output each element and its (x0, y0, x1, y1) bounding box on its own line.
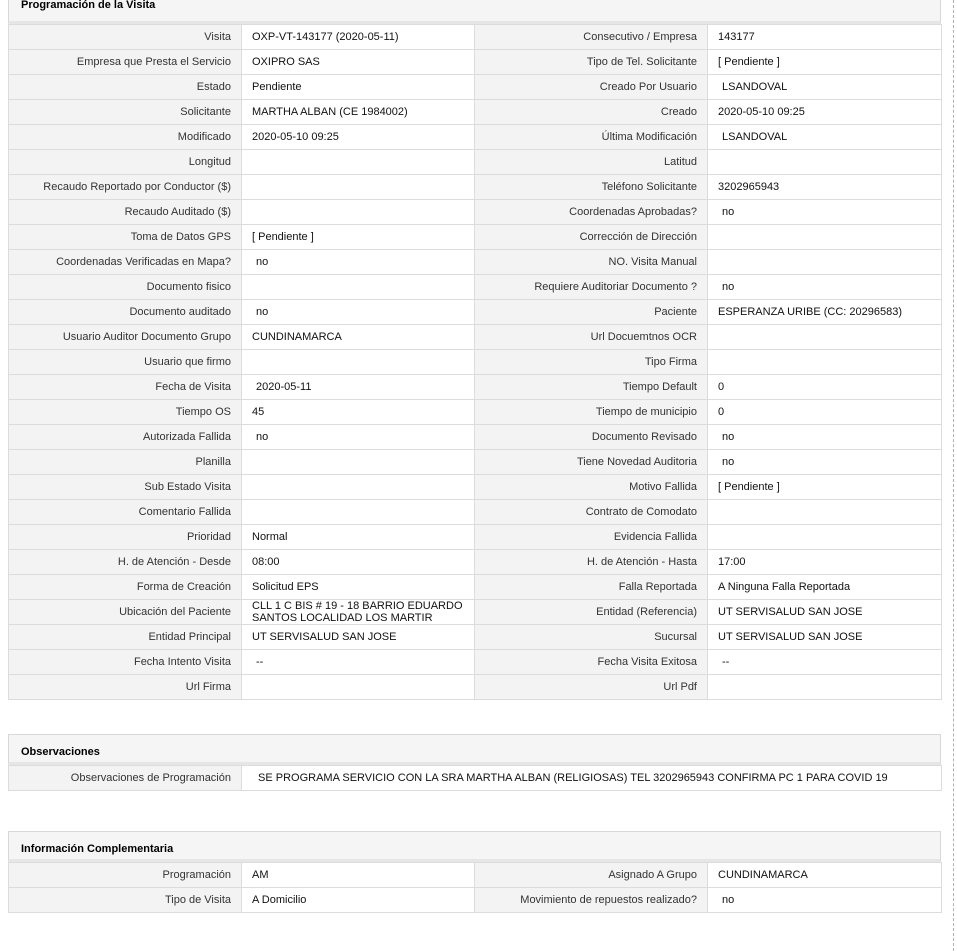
page-right-border (953, 0, 954, 951)
tiempo-default-label: Tiempo Default (475, 375, 708, 400)
latitud-label: Latitud (475, 150, 708, 175)
estado-label: Estado (9, 75, 242, 100)
creado-label: Creado (475, 100, 708, 125)
table-row (9, 575, 942, 600)
consecutivo-empresa-value: 143177 (708, 25, 942, 50)
h-de-atencion-hasta-value: 17:00 (708, 550, 942, 575)
table-row (9, 25, 942, 50)
url-firma-label: Url Firma (9, 675, 242, 700)
table-row (9, 450, 942, 475)
ubicacion-del-paciente-label: Ubicación del Paciente (9, 600, 242, 625)
table-row (9, 766, 942, 791)
telefono-solicitante-value: 3202965943 (708, 175, 942, 200)
table-row (9, 175, 942, 200)
table-row (9, 125, 942, 150)
no-visita-manual-value (708, 250, 942, 275)
autorizada-fallida-label: Autorizada Fallida (9, 425, 242, 450)
visita-label: Visita (9, 25, 242, 50)
table-row (9, 863, 942, 888)
observaciones-section (8, 734, 941, 791)
ultima-modificacion-value: LSANDOVAL (708, 125, 942, 150)
recaudo-auditado-label: Recaudo Auditado ($) (9, 200, 242, 225)
observaciones-table (8, 765, 942, 791)
table-row (9, 200, 942, 225)
tiempo-os-label: Tiempo OS (9, 400, 242, 425)
programacion-table (8, 24, 942, 700)
prioridad-value: Normal (242, 525, 475, 550)
table-row (9, 350, 942, 375)
movimiento-de-repuestos-realizado-value: no (708, 888, 942, 913)
table-row (9, 675, 942, 700)
url-pdf-value (708, 675, 942, 700)
coordenadas-aprobadas-value: no (708, 200, 942, 225)
recaudo-reportado-por-conductor-label: Recaudo Reportado por Conductor ($) (9, 175, 242, 200)
evidencia-fallida-label: Evidencia Fallida (475, 525, 708, 550)
table-row (9, 250, 942, 275)
correccion-de-direccion-value (708, 225, 942, 250)
tipo-de-visita-value: A Domicilio (242, 888, 475, 913)
tipo-de-visita-label: Tipo de Visita (9, 888, 242, 913)
entidad-referencia-value: UT SERVISALUD SAN JOSE (708, 600, 942, 625)
tipo-de-tel-solicitante-value: [ Pendiente ] (708, 50, 942, 75)
table-row (9, 525, 942, 550)
documento-auditado-value: no (242, 300, 475, 325)
tiene-novedad-auditoria-value: no (708, 450, 942, 475)
url-firma-value (242, 675, 475, 700)
ultima-modificacion-label: Última Modificación (475, 125, 708, 150)
empresa-que-presta-el-servicio-label: Empresa que Presta el Servicio (9, 50, 242, 75)
table-row (9, 225, 942, 250)
modificado-value: 2020-05-10 09:25 (242, 125, 475, 150)
programacion-section (8, 0, 941, 700)
fecha-visita-exitosa-label: Fecha Visita Exitosa (475, 650, 708, 675)
motivo-fallida-value: [ Pendiente ] (708, 475, 942, 500)
documento-auditado-label: Documento auditado (9, 300, 242, 325)
solicitante-value: MARTHA ALBAN (CE 1984002) (242, 100, 475, 125)
documento-fisico-label: Documento fisico (9, 275, 242, 300)
recaudo-reportado-por-conductor-value (242, 175, 475, 200)
tiempo-de-municipio-label: Tiempo de municipio (475, 400, 708, 425)
usuario-auditor-documento-grupo-label: Usuario Auditor Documento Grupo (9, 325, 242, 350)
falla-reportada-value: A Ninguna Falla Reportada (708, 575, 942, 600)
table-row (9, 425, 942, 450)
observaciones-label: Observaciones de Programación (9, 766, 242, 791)
table-row (9, 150, 942, 175)
planilla-value (242, 450, 475, 475)
table-row (9, 50, 942, 75)
h-de-atencion-desde-value: 08:00 (242, 550, 475, 575)
fecha-visita-exitosa-value: -- (708, 650, 942, 675)
table-row (9, 600, 942, 625)
url-docuemtnos-ocr-label: Url Docuemtnos OCR (475, 325, 708, 350)
documento-revisado-value: no (708, 425, 942, 450)
paciente-label: Paciente (475, 300, 708, 325)
latitud-value (708, 150, 942, 175)
coordenadas-aprobadas-label: Coordenadas Aprobadas? (475, 200, 708, 225)
url-docuemtnos-ocr-value (708, 325, 942, 350)
entidad-referencia-label: Entidad (Referencia) (475, 600, 708, 625)
coordenadas-verificadas-en-mapa-value: no (242, 250, 475, 275)
h-de-atencion-desde-label: H. de Atención - Desde (9, 550, 242, 575)
programacion-label: Programación (9, 863, 242, 888)
contrato-de-comodato-label: Contrato de Comodato (475, 500, 708, 525)
recaudo-auditado-value (242, 200, 475, 225)
table-row (9, 888, 942, 913)
empresa-que-presta-el-servicio-value: OXIPRO SAS (242, 50, 475, 75)
autorizada-fallida-value: no (242, 425, 475, 450)
complementaria-section (8, 831, 941, 913)
asignado-a-grupo-value: CUNDINAMARCA (708, 863, 942, 888)
tiempo-os-value: 45 (242, 400, 475, 425)
asignado-a-grupo-label: Asignado A Grupo (475, 863, 708, 888)
usuario-que-firmo-value (242, 350, 475, 375)
sub-estado-visita-label: Sub Estado Visita (9, 475, 242, 500)
usuario-que-firmo-label: Usuario que firmo (9, 350, 242, 375)
falla-reportada-label: Falla Reportada (475, 575, 708, 600)
creado-value: 2020-05-10 09:25 (708, 100, 942, 125)
forma-de-creacion-value: Solicitud EPS (242, 575, 475, 600)
tipo-de-tel-solicitante-label: Tipo de Tel. Solicitante (475, 50, 708, 75)
prioridad-label: Prioridad (9, 525, 242, 550)
toma-de-datos-gps-label: Toma de Datos GPS (9, 225, 242, 250)
visita-value: OXP-VT-143177 (2020-05-11) (242, 25, 475, 50)
table-row (9, 650, 942, 675)
modificado-label: Modificado (9, 125, 242, 150)
telefono-solicitante-label: Teléfono Solicitante (475, 175, 708, 200)
table-row (9, 500, 942, 525)
table-row (9, 550, 942, 575)
planilla-label: Planilla (9, 450, 242, 475)
consecutivo-empresa-label: Consecutivo / Empresa (475, 25, 708, 50)
comentario-fallida-value (242, 500, 475, 525)
entidad-principal-value: UT SERVISALUD SAN JOSE (242, 625, 475, 650)
forma-de-creacion-label: Forma de Creación (9, 575, 242, 600)
creado-por-usuario-value: LSANDOVAL (708, 75, 942, 100)
table-row (9, 475, 942, 500)
requiere-auditoriar-documento-value: no (708, 275, 942, 300)
estado-value: Pendiente (242, 75, 475, 100)
tiempo-de-municipio-value: 0 (708, 400, 942, 425)
table-row (9, 325, 942, 350)
tipo-firma-label: Tipo Firma (475, 350, 708, 375)
observaciones-value: SE PROGRAMA SERVICIO CON LA SRA MARTHA ALBAN (RELIGIOSAS) TEL 3202965943 CONFIRMA PC 1 PARA COVID 19 (242, 766, 942, 791)
paciente-value: ESPERANZA URIBE (CC: 20296583) (708, 300, 942, 325)
programacion-title: Programación de la Visita (8, 0, 941, 24)
documento-revisado-label: Documento Revisado (475, 425, 708, 450)
sucursal-value: UT SERVISALUD SAN JOSE (708, 625, 942, 650)
table-row (9, 300, 942, 325)
longitud-label: Longitud (9, 150, 242, 175)
tipo-firma-value (708, 350, 942, 375)
fecha-intento-visita-label: Fecha Intento Visita (9, 650, 242, 675)
url-pdf-label: Url Pdf (475, 675, 708, 700)
complementaria-title: Información Complementaria (8, 831, 941, 862)
evidencia-fallida-value (708, 525, 942, 550)
usuario-auditor-documento-grupo-value: CUNDINAMARCA (242, 325, 475, 350)
sucursal-label: Sucursal (475, 625, 708, 650)
tiene-novedad-auditoria-label: Tiene Novedad Auditoria (475, 450, 708, 475)
entidad-principal-label: Entidad Principal (9, 625, 242, 650)
tiempo-default-value: 0 (708, 375, 942, 400)
motivo-fallida-label: Motivo Fallida (475, 475, 708, 500)
movimiento-de-repuestos-realizado-label: Movimiento de repuestos realizado? (475, 888, 708, 913)
ubicacion-del-paciente-value: CLL 1 C BIS # 19 - 18 BARRIO EDUARDO SANTOS LOCALIDAD LOS MARTIR (242, 600, 475, 625)
table-row (9, 375, 942, 400)
solicitante-label: Solicitante (9, 100, 242, 125)
table-row (9, 400, 942, 425)
table-row (9, 75, 942, 100)
no-visita-manual-label: NO. Visita Manual (475, 250, 708, 275)
table-row (9, 625, 942, 650)
documento-fisico-value (242, 275, 475, 300)
creado-por-usuario-label: Creado Por Usuario (475, 75, 708, 100)
comentario-fallida-label: Comentario Fallida (9, 500, 242, 525)
fecha-de-visita-value: 2020-05-11 (242, 375, 475, 400)
complementaria-table (8, 862, 942, 913)
sub-estado-visita-value (242, 475, 475, 500)
requiere-auditoriar-documento-label: Requiere Auditoriar Documento ? (475, 275, 708, 300)
contrato-de-comodato-value (708, 500, 942, 525)
coordenadas-verificadas-en-mapa-label: Coordenadas Verificadas en Mapa? (9, 250, 242, 275)
longitud-value (242, 150, 475, 175)
table-row (9, 275, 942, 300)
h-de-atencion-hasta-label: H. de Atención - Hasta (475, 550, 708, 575)
observaciones-title: Observaciones (8, 734, 941, 765)
correccion-de-direccion-label: Corrección de Dirección (475, 225, 708, 250)
fecha-intento-visita-value: -- (242, 650, 475, 675)
programacion-value: AM (242, 863, 475, 888)
fecha-de-visita-label: Fecha de Visita (9, 375, 242, 400)
table-row (9, 100, 942, 125)
toma-de-datos-gps-value: [ Pendiente ] (242, 225, 475, 250)
